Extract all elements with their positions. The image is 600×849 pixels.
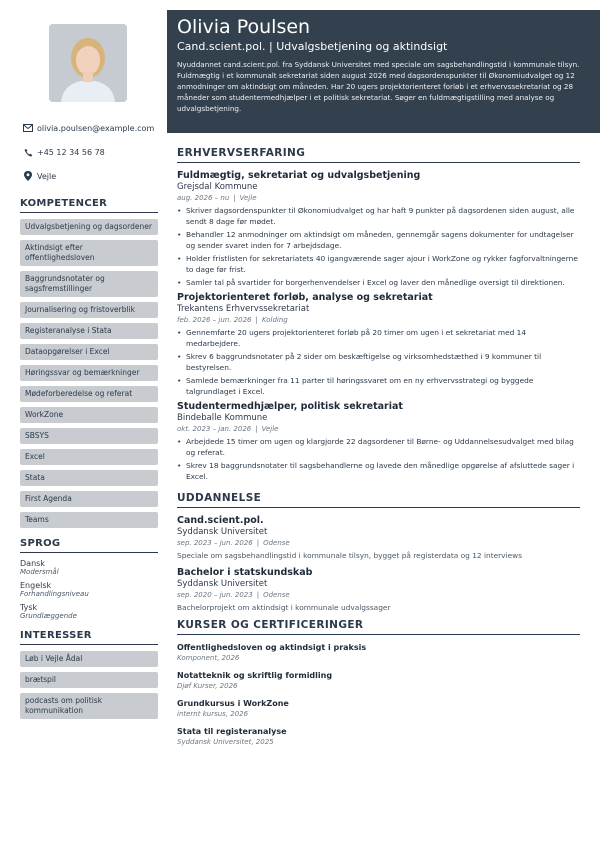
sidebar — [20, 24, 158, 724]
job-bullet: • Arbejdede 15 timer om ugen og klargjorde 22 dagsordener til Børne- og Uddannelsesudvalget med bilag og referat. — [177, 436, 580, 458]
language-name: Tysk — [20, 603, 38, 612]
job-title: Fuldmægtig, sekretariat og udvalgsbetjening — [177, 170, 421, 181]
interest-chip: podcasts om politisk kommunikation — [20, 693, 158, 719]
interest-chip: brætspil — [20, 672, 158, 688]
course-name: Grundkursus i WorkZone — [177, 699, 289, 708]
skill-chip: Dataopgørelser i Excel — [20, 344, 158, 360]
job-location: Vejle — [261, 425, 279, 433]
languages-heading: SPROG — [20, 538, 158, 553]
job-organization: Grejsdal Kommune — [177, 182, 258, 192]
job-entry — [177, 170, 580, 288]
job-bullet: • Samlede bemærkninger fra 11 parter til høringssvaret om en ny erhvervsstrategi og byggede talgrundlaget i Excel. — [177, 375, 580, 397]
degree-title: Cand.scient.pol. — [177, 515, 264, 526]
skill-chip: Mødeforberedelse og referat — [20, 386, 158, 402]
language-level: Forhandlingsniveau — [20, 590, 89, 598]
courses-heading: KURSER OG CERTIFICERINGER — [177, 619, 580, 635]
person-title: Cand.scient.pol. | Udvalgsbetjening og aktindsigt — [177, 40, 448, 53]
job-meta — [177, 193, 580, 203]
job-title: Studentermedhjælper, politisk sekretariat — [177, 401, 403, 412]
phone-icon — [20, 148, 36, 157]
job-title: Projektorienteret forløb, analyse og sekretariat — [177, 292, 433, 303]
job-bullets — [177, 436, 580, 482]
meta-separator: | — [255, 425, 258, 433]
education-meta — [177, 538, 580, 548]
job-entry — [177, 401, 580, 482]
header-banner — [167, 10, 600, 133]
job-bullet: • Skrev 18 baggrundsnotater til sagsbehandlerne og lavede den månedlige opgørelse af afsluttede sager i Excel. — [177, 460, 580, 482]
course-name: Stata til registeranalyse — [177, 727, 287, 736]
job-organization: Trekantens Erhvervssekretariat — [177, 304, 310, 314]
skill-chip: Aktindsigt efter offentlighedsloven — [20, 240, 158, 266]
interest-chip: Løb i Vejle Ådal — [20, 651, 158, 667]
job-period: feb. 2026 – jun. 2026 — [177, 316, 252, 324]
job-organization: Bindeballe Kommune — [177, 413, 268, 423]
languages-section — [20, 538, 158, 620]
envelope-icon — [20, 124, 36, 132]
profile-photo-image — [49, 24, 127, 102]
skill-chip: Journalisering og fristoverblik — [20, 302, 158, 318]
skill-chip: Baggrundsnotater og sagsfremstillinger — [20, 271, 158, 297]
person-name: Olivia Poulsen — [177, 16, 311, 38]
job-period: okt. 2023 – jan. 2026 — [177, 425, 252, 433]
job-bullets — [177, 327, 580, 397]
education-location: Odense — [263, 591, 290, 599]
interests-section — [20, 630, 158, 719]
skill-chip: SBSYS — [20, 428, 158, 444]
location-text: Vejle — [37, 171, 57, 181]
education-entry — [177, 515, 580, 561]
skill-chip: WorkZone — [20, 407, 158, 423]
courses-section — [177, 619, 580, 747]
job-bullet: • Holder fristlisten for sekretariatets 40 igangværende sager ajour i WorkZone og rykker fagforvaltningerne to dage før frist. — [177, 253, 580, 275]
course-meta: Komponent, 2026 — [177, 654, 240, 662]
course-meta: Djøf Kurser, 2026 — [177, 682, 238, 690]
education-entry — [177, 567, 580, 613]
job-period: aug. 2026 – nu — [177, 194, 230, 202]
experience-section — [177, 147, 580, 482]
job-bullets — [177, 205, 580, 288]
school-name: Syddansk Universitet — [177, 527, 268, 537]
degree-title: Bachelor i statskundskab — [177, 567, 313, 578]
meta-separator: | — [256, 591, 260, 599]
job-bullet: • Skriver dagsordenspunkter til Økonomiudvalget og har haft 9 punkter på dagsordenen siden august, alle sendt 8 dage før mødet. — [177, 205, 580, 227]
job-location: Vejle — [239, 194, 257, 202]
contact-phone — [20, 140, 158, 164]
skill-chip: First Agenda — [20, 491, 158, 507]
education-description: Bachelorprojekt om aktindsigt i kommunale udvalgssager — [177, 603, 391, 612]
school-name: Syddansk Universitet — [177, 579, 268, 589]
course-name: Offentlighedsloven og aktindsigt i praksis — [177, 643, 367, 652]
education-location: Odense — [263, 539, 290, 547]
education-heading: UDDANNELSE — [177, 492, 580, 508]
skill-chip: Excel — [20, 449, 158, 465]
job-bullet: • Behandler 12 anmodninger om aktindsigt om måneden, gennemgår sagens dokumenter for undtagelser og sender svaret inden for 7 arbejdsdage. — [177, 229, 580, 251]
experience-heading: ERHVERVSERFARING — [177, 147, 580, 163]
skill-chip: Udvalgsbetjening og dagsordener — [20, 219, 158, 235]
education-period: sep. 2020 – jun. 2023 — [177, 591, 253, 599]
job-meta — [177, 424, 580, 434]
course-meta: internt kursus, 2026 — [177, 710, 249, 718]
course-name: Notatteknik og skriftlig formidling — [177, 671, 333, 680]
education-period: sep. 2023 – jun. 2026 — [177, 539, 253, 547]
language-level: Grundlæggende — [20, 612, 77, 620]
skill-chip: Teams — [20, 512, 158, 528]
phone-text[interactable]: +45 12 34 56 78 — [37, 147, 105, 157]
skill-chip: Stata — [20, 470, 158, 486]
skill-chip: Registeranalyse i Stata — [20, 323, 158, 339]
contact-location — [20, 164, 158, 188]
job-bullet: • Gennemførte 20 ugers projektorienteret forløb på 20 timer om ugen i et sekretariat med 14 medarbejdere. — [177, 327, 580, 349]
meta-separator: | — [255, 316, 258, 324]
skills-heading: KOMPETENCER — [20, 198, 158, 213]
contact-block — [20, 116, 158, 188]
meta-separator: | — [256, 539, 260, 547]
education-section — [177, 492, 580, 613]
job-bullet: • Samler tal på svartider for borgerhenvendelser i Excel og laver den månedlige oversigt til direktionen. — [177, 277, 580, 288]
contact-email — [20, 116, 158, 140]
language-name: Dansk — [20, 559, 45, 568]
profile-summary: Nyuddannet cand.scient.pol. fra Syddansk Universitet med speciale om sagsbehandlingstid i kommunale tilsyn. Fuldmægtig i et kommunalt sekretariat siden august 2026 med dagsordenspunkter til Økonomiudvalget og 12 anmodninger om aktindsigt om måneden. Har 20 ugers projektorienteret forløb i et erhvervssekretariat og 28 måneder som studentermedhjælper i et politisk sekretariat. Søger en fuldmægtigstilling med analyse og udvalgsbetjening. — [177, 60, 580, 113]
skill-chip: Høringssvar og bemærkninger — [20, 365, 158, 381]
email-text[interactable]: olivia.poulsen@example.com — [37, 123, 155, 133]
meta-separator: | — [233, 194, 236, 202]
main-content — [177, 147, 580, 754]
job-entry — [177, 292, 580, 397]
education-description: Speciale om sagsbehandlingstid i kommunale tilsyn, bygget på registerdata og 12 interviews — [177, 551, 523, 560]
location-pin-icon — [20, 171, 36, 181]
job-bullet: • Skrev 6 baggrundsnotater på 2 sider om beskæftigelse og virksomhedstæthed i 9 kommuner til bestyrelsen. — [177, 351, 580, 373]
profile-photo — [49, 24, 127, 102]
course-meta: Syddansk Universitet, 2025 — [177, 738, 274, 746]
language-name: Engelsk — [20, 581, 52, 590]
skills-section — [20, 198, 158, 528]
job-location: Kolding — [261, 316, 288, 324]
interests-heading: INTERESSER — [20, 630, 158, 645]
education-meta — [177, 590, 580, 600]
job-meta — [177, 315, 580, 325]
language-level: Modersmål — [20, 568, 59, 576]
